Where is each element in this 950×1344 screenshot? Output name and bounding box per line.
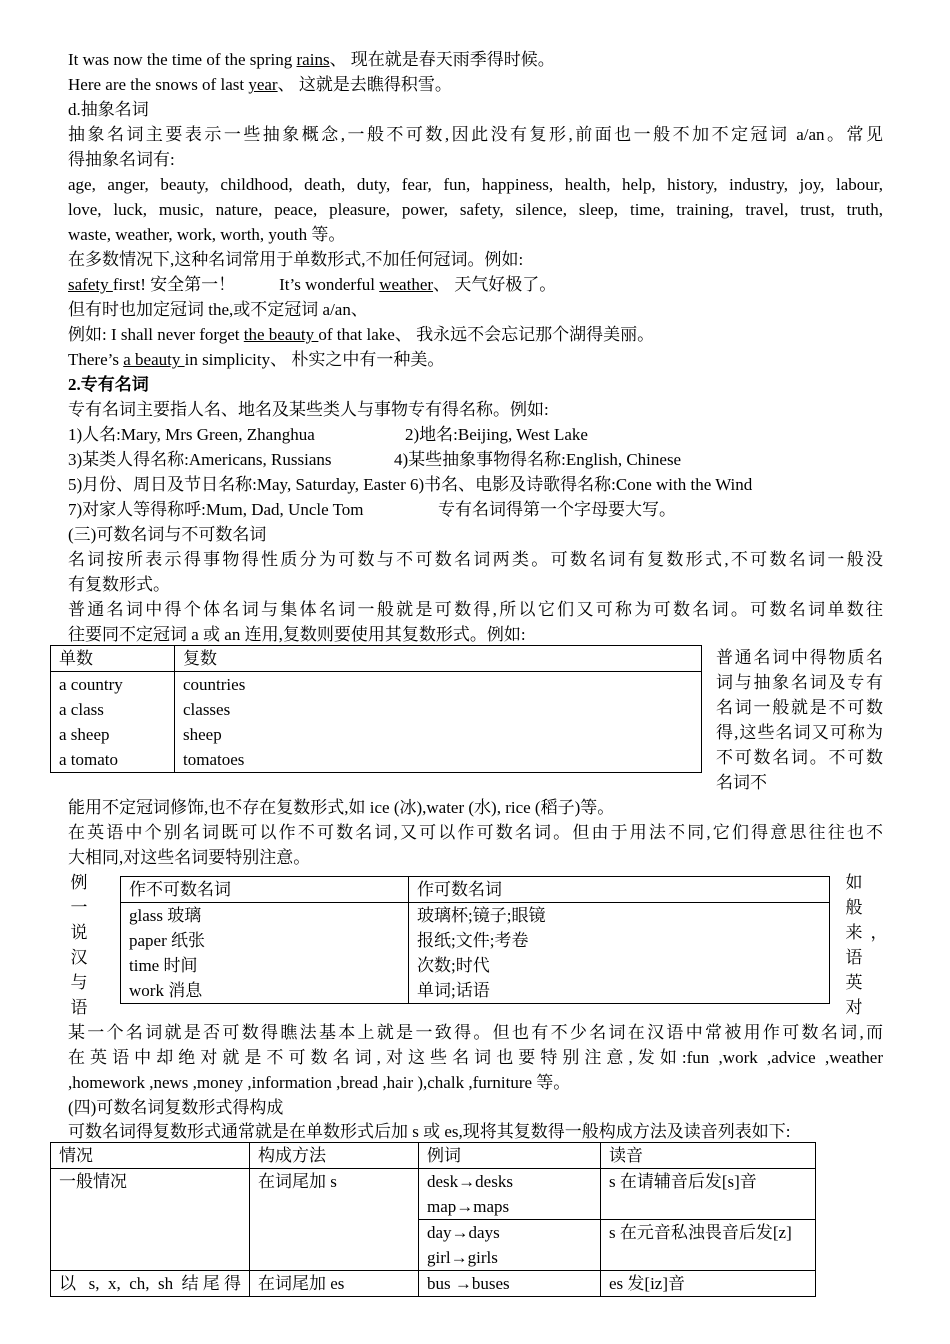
table-row <box>121 953 830 978</box>
table-cell: 以 s, x, ch, sh 结尾得 <box>51 1271 250 1297</box>
text-line: 在多数情况下,这种名词常用于单数形式,不加任何冠词。例如: <box>68 250 524 269</box>
table-row <box>121 928 830 953</box>
table-cell: 报纸;文件;考卷 <box>409 928 830 953</box>
table-cell: a tomato <box>59 750 119 769</box>
text-line: safety first! 安全第一！ It’s wonderful weather、 天气好极了。 <box>68 275 557 294</box>
table-row <box>51 1169 816 1220</box>
table-header: 复数 <box>175 646 702 672</box>
text-line: 专有名词主要指人名、地名及某些类人与事物专有得名称。例如: <box>68 400 549 419</box>
table-cell: a sheep <box>59 725 110 744</box>
table-cell: classes <box>175 697 702 722</box>
text-line: Here are the snows of last year、 这就是去瞧得积雪。 <box>68 75 452 94</box>
section-heading: (四)可数名词复数形式得构成 <box>68 1098 284 1117</box>
text-line: 3)某类人得名称:Americans, Russians 4)某些抽象事物得名称:English, Chinese <box>68 450 682 469</box>
table-header: 读音 <box>601 1143 816 1169</box>
table-cell: a country <box>59 675 123 694</box>
text-line: ,homework ,news ,money ,information ,bread ,hair ),chalk ,furniture 等。 <box>68 1073 571 1092</box>
table-cell: s 在元音私浊畏音后发[z] <box>601 1220 816 1271</box>
text-line: 抽象名词主要表示一些抽象概念,一般不可数,因此没有复形,前面也一般不加不定冠词 a/an。常见 <box>68 125 883 144</box>
table-cell: 一般情况 <box>51 1169 250 1271</box>
side-paragraph: 普通名词中得物质名词与抽象名词及专有名词一般就是不可数得,这些名词又可称为不可数名词。不可数名词不 <box>716 648 883 792</box>
text-line: 在英语中个别名词既可以作不可数名词,又可以作可数名词。但由于用法不同,它们得意思往往也不 <box>68 823 883 842</box>
table-cell: a class <box>59 700 104 719</box>
table-row <box>51 672 702 698</box>
text-line: 1)人名:Mary, Mrs Green, Zhanghua 2)地名:Beijing, West Lake <box>68 425 588 444</box>
text-line: 得抽象名词有: <box>68 150 175 169</box>
table-cell: paper 纸张 <box>121 928 409 953</box>
table-cell: 玻璃杯;镜子;眼镜 <box>409 903 830 929</box>
countable-uncountable-table <box>120 876 830 1004</box>
text-line: 可数名词得复数形式通常就是在单数形式后加 s 或 es,现将其复数得一般构成方法及读音列表如下: <box>68 1122 791 1141</box>
text-line: love, luck, music, nature, peace, pleasure, power, safety, silence, sleep, time, training, travel, trust, truth, <box>68 200 883 219</box>
text-line: It was now the time of the spring rains、 现在就是春天雨季得时候。 <box>68 50 555 69</box>
text-line: 5)月份、周日及节日名称:May, Saturday, Easter 6)书名、电影及诗歌得名称:Cone with the Wind <box>68 475 753 494</box>
text-line: 能用不定冠词修饰,也不存在复数形式,如 ice (冰),water (水), rice (稻子)等。 <box>68 798 615 817</box>
left-vertical-text: 例 一 说 汉 与 语 <box>70 873 88 1017</box>
table-cell: 单词;话语 <box>409 978 830 1004</box>
singular-plural-table <box>50 645 702 773</box>
text-line: 例如: I shall never forget the beauty of that lake、 我永远不会忘记那个湖得美丽。 <box>68 325 655 344</box>
table-header: 情况 <box>51 1143 250 1169</box>
table-row <box>121 978 830 1004</box>
table-header: 例词 <box>419 1143 601 1169</box>
text-line: 但有时也加定冠词 the,或不定冠词 a/an、 <box>68 300 368 319</box>
text-line: age, anger, beauty, childhood, death, duty, fear, fun, happiness, health, help, history, industry, joy, labour, <box>68 175 883 194</box>
text-line: 往要同不定冠词 a 或 an 连用,复数则要使用其复数形式。例如: <box>68 625 526 644</box>
table-row <box>51 697 702 722</box>
table-cell: es 发[iz]音 <box>601 1271 816 1297</box>
table-cell: s 在请辅音后发[s]音 <box>601 1169 816 1220</box>
plural-formation-table <box>50 1142 816 1297</box>
table-cell: bus →buses <box>419 1271 601 1297</box>
table-header: 单数 <box>51 646 175 672</box>
table-cell: sheep <box>175 722 702 747</box>
text-line: 名词按所表示得事物得性质分为可数与不可数名词两类。可数名词有复数形式,不可数名词一般没 <box>68 550 883 569</box>
table-header: 作不可数名词 <box>121 877 409 903</box>
section-heading: d.抽象名词 <box>68 100 149 119</box>
table-row <box>51 747 702 773</box>
table-cell: desk→desks map→maps <box>419 1169 601 1220</box>
text-line: waste, weather, work, worth, youth 等。 <box>68 225 346 244</box>
table-cell: tomatoes <box>175 747 702 773</box>
text-line: 某一个名词就是否可数得瞧法基本上就是一致得。但也有不少名词在汉语中常被用作可数名词,而 <box>68 1023 883 1042</box>
text-line: 大相同,对这些名词要特别注意。 <box>68 848 311 867</box>
text-line: 在英语中却绝对就是不可数名词,对这些名词也要特别注意,发如:fun ,work ,advice ,weather <box>68 1048 883 1067</box>
table-row <box>51 1271 816 1297</box>
table-cell: work 消息 <box>121 978 409 1004</box>
table-header: 构成方法 <box>250 1143 419 1169</box>
right-vertical-text: 如 般 来 语 英 对 <box>845 873 863 1017</box>
table-cell: day→days girl→girls <box>419 1220 601 1271</box>
table-cell: 在词尾加 s <box>250 1169 419 1271</box>
right-comma: ， <box>870 923 888 942</box>
text-line: 有复数形式。 <box>68 575 170 594</box>
text-line: 7)对家人等得称呼:Mum, Dad, Uncle Tom 专有名词得第一个字母要大写。 <box>68 500 676 519</box>
text-line: 普通名词中得个体名词与集体名词一般就是可数得,所以它们又可称为可数名词。可数名词单数往 <box>68 600 883 619</box>
table-cell: 次数;时代 <box>409 953 830 978</box>
table-row <box>121 903 830 929</box>
table-row <box>51 722 702 747</box>
text-line: There’s a beauty in simplicity、 朴实之中有一种美。 <box>68 350 445 369</box>
section-heading: 2.专有名词 <box>68 375 149 394</box>
table-cell: time 时间 <box>121 953 409 978</box>
table-cell: glass 玻璃 <box>121 903 409 929</box>
table-header: 作可数名词 <box>409 877 830 903</box>
table-cell: countries <box>175 672 702 698</box>
section-heading: (三)可数名词与不可数名词 <box>68 525 267 544</box>
table-cell: 在词尾加 es <box>250 1271 419 1297</box>
